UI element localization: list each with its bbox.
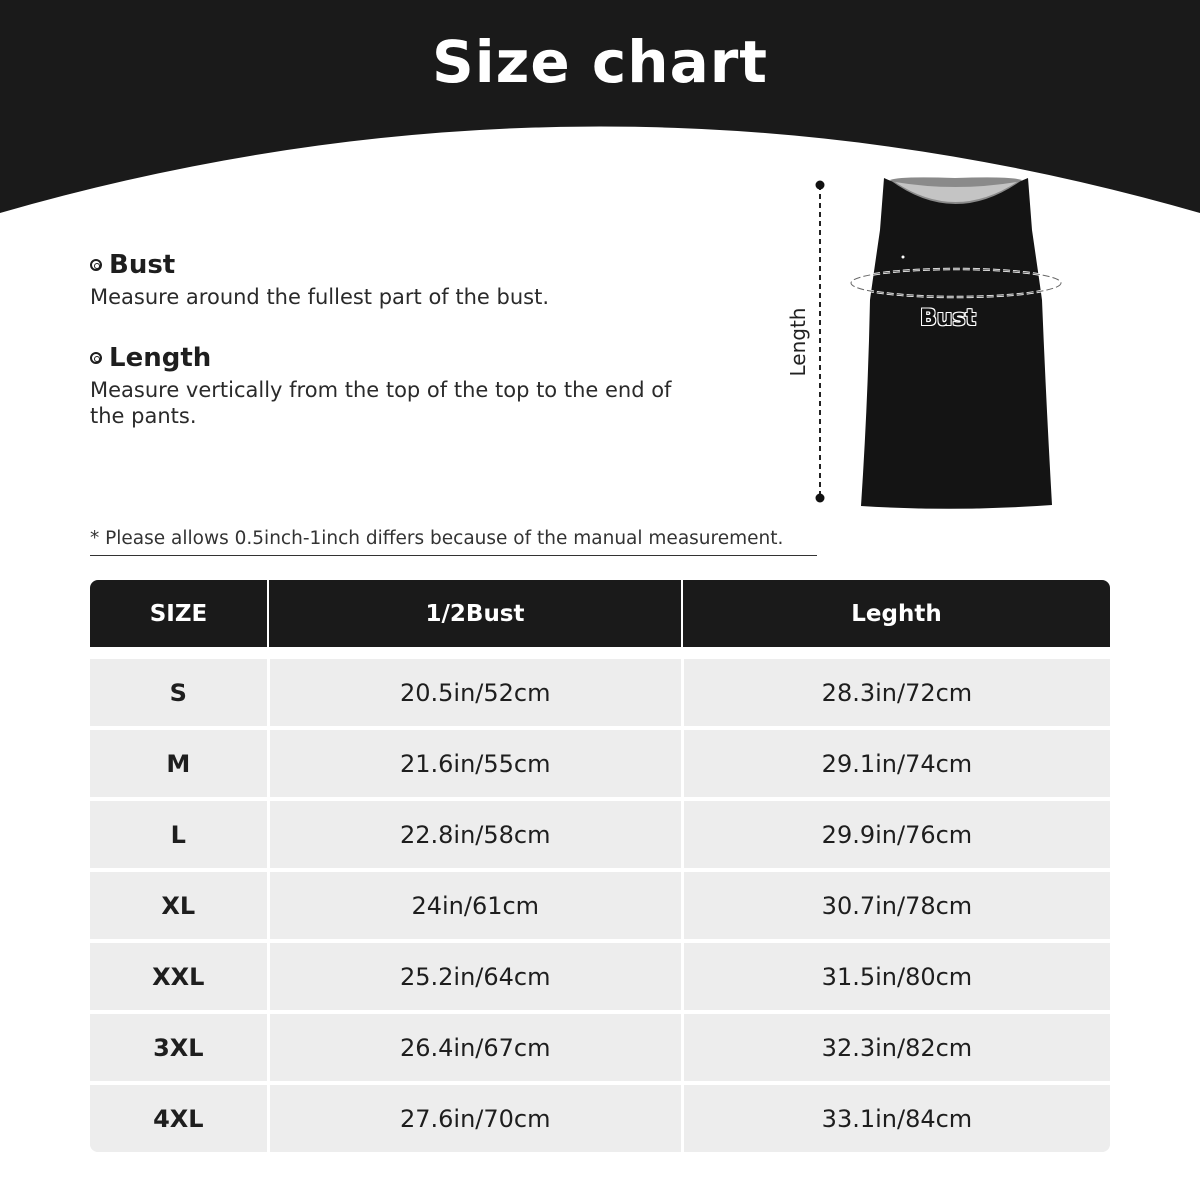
table-row [90, 1085, 1110, 1152]
bust-cell: 20.5in/52cm [270, 659, 681, 726]
bullet-circle-icon [90, 352, 102, 364]
table-row [90, 1014, 1110, 1081]
tank-top-diagram [780, 170, 1080, 520]
header-length: Leghth [851, 600, 942, 627]
table-row [90, 801, 1110, 868]
table-row [90, 659, 1110, 726]
size-cell: S [90, 659, 267, 726]
bust-description: Measure around the fullest part of the bust. [90, 285, 550, 309]
header-size: SIZE [149, 600, 208, 627]
bust-cell: 25.2in/64cm [270, 943, 681, 1010]
length-cell: 31.5in/80cm [684, 943, 1110, 1010]
bullet-circle-icon [90, 259, 102, 271]
length-term: Length [109, 343, 212, 373]
table-header [90, 580, 1110, 647]
length-cell: 33.1in/84cm [684, 1085, 1110, 1152]
bust-term: Bust [109, 250, 176, 280]
size-cell: 3XL [90, 1014, 267, 1081]
length-description: Measure vertically from the top of the top to the end of the pants. [90, 378, 672, 428]
measurement-note: * Please allows 0.5inch-1inch differs because of the manual measurement. [90, 528, 817, 556]
bust-definition [90, 250, 690, 310]
length-definition [90, 343, 690, 429]
size-cell: XL [90, 872, 267, 939]
table-row [90, 943, 1110, 1010]
length-axis-label: Length [786, 307, 810, 377]
bust-cell: 24in/61cm [270, 872, 681, 939]
page-title: Size chart [431, 28, 769, 96]
bust-axis-label: Bust [920, 306, 977, 331]
length-cell: 30.7in/78cm [684, 872, 1110, 939]
length-cell: 29.1in/74cm [684, 730, 1110, 797]
size-cell: 4XL [90, 1085, 267, 1152]
size-table [90, 580, 1110, 1152]
header-half-bust: 1/2Bust [425, 600, 525, 627]
table-row [90, 730, 1110, 797]
length-cell: 29.9in/76cm [684, 801, 1110, 868]
length-cell: 28.3in/72cm [684, 659, 1110, 726]
bust-cell: 26.4in/67cm [270, 1014, 681, 1081]
bust-cell: 22.8in/58cm [270, 801, 681, 868]
size-cell: M [90, 730, 267, 797]
table-row [90, 872, 1110, 939]
length-cell: 32.3in/82cm [684, 1014, 1110, 1081]
size-cell: L [90, 801, 267, 868]
bust-cell: 27.6in/70cm [270, 1085, 681, 1152]
size-cell: XXL [90, 943, 267, 1010]
bust-cell: 21.6in/55cm [270, 730, 681, 797]
